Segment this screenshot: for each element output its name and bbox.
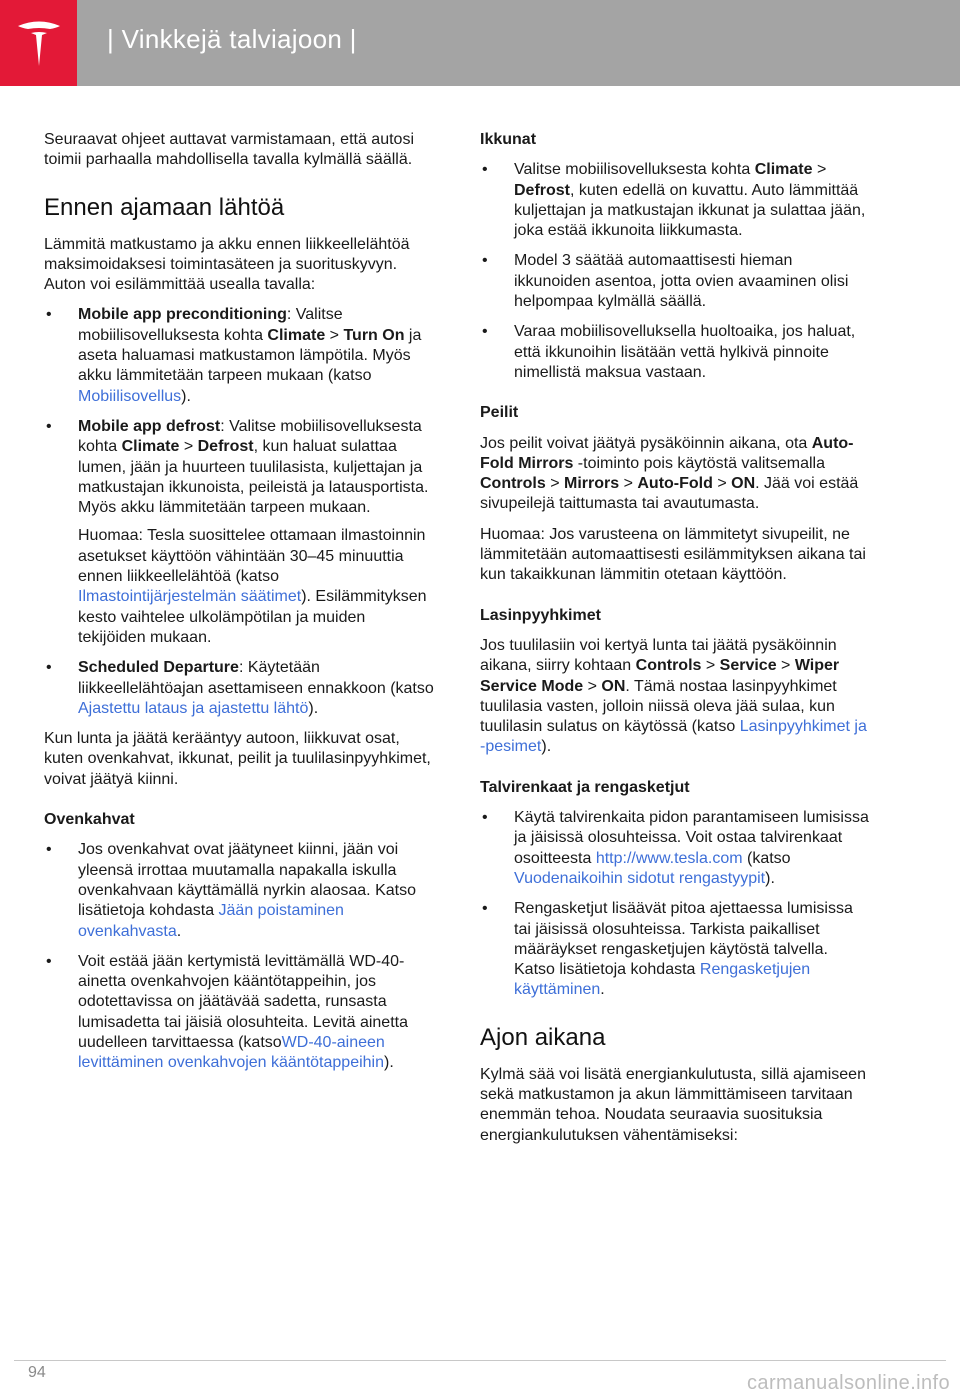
list-item: • Käytä talvirenkaita pidon parantamiseen lumisissa ja jäisissä olosuhteissa. Voit ostaa talvirenkaat osoitteesta http://www.tesla.com (katso Vuodenaikoihin sidotut rengastyypit). xyxy=(480,808,872,889)
tires-list xyxy=(480,808,872,1001)
link-scheduled-charging[interactable]: Ajastettu lataus ja ajastettu lähtö xyxy=(78,699,309,717)
link-mobile-app[interactable]: Mobiilisovellus xyxy=(78,387,182,405)
watermark: carmanualsonline.info xyxy=(747,1372,950,1394)
mirrors-paragraph: Jos peilit voivat jäätyä pysäköinnin aikana, ota Auto-Fold Mirrors -toiminto pois käytöstä valitsemalla Controls > Mirrors > Auto-Fold > ON. Jää voi estää sivupeilejä taittumasta tai avautumasta. xyxy=(480,434,859,513)
link-wd40[interactable]: WD-40-aineen levittäminen ovenkahvojen kääntötappeihin xyxy=(78,1033,385,1072)
page-header xyxy=(0,0,960,86)
link-tesla-website[interactable]: http://www.tesla.com xyxy=(595,849,743,867)
heading-door-handles: Ovenkahvat xyxy=(44,811,135,829)
page-number: 94 xyxy=(28,1364,46,1381)
list-item: • Mobile app preconditioning: Valitse mobiilisovelluksesta kohta Climate > Turn On ja aseta haluamasi matkustamon lämpötila. Myös akku lämmitetään tarpeen mukaan (katso Mobiilisovellus). xyxy=(44,305,436,406)
intro-paragraph: Seuraavat ohjeet auttavat varmistamaan, että autosi toimii parhaalla mahdollisella tavalla kylmällä säällä. xyxy=(44,131,414,169)
driving-paragraph: Kylmä sää voi lisätä energiankulutusta, sillä ajamiseen sekä matkustamon ja akun lämmittämiseen tarvitaan enemmän tehoa. Noudata seuraavia suosituksia energiankulutuksen vähentämiseksi: xyxy=(480,1065,866,1144)
mirrors-note: Huomaa: Jos varusteena on lämmitetyt sivupeilit, ne lämmitetään automaattisesti esilämmityksen aikana tai kun takaikkunan lämmitin otetaan käyttöön. xyxy=(480,525,866,584)
before-paragraph: Lämmitä matkustamo ja akku ennen liikkeellelähtöä maksimoidaksesi toimintasäteen ja suorituskyvyn. Auton voi esilämmittää usealla tavalla: xyxy=(44,235,410,294)
heading-windows: Ikkunat xyxy=(480,131,537,148)
link-tire-chains[interactable]: Rengasketjujen käyttäminen xyxy=(514,961,811,999)
list-item: • Varaa mobiilisovelluksella huoltoaika, jos haluat, että ikkunoihin lisätään vettä hylkivä pinnoite nimellistä maksua vastaan. xyxy=(480,322,872,383)
list-item: • Valitse mobiilisovelluksesta kohta Climate > Defrost, kuten edellä on kuvattu. Auto lämmittää kuljettajan ja matkustajan ikkunat ja sulattaa jään, joka estää ikkunoita liikkumasta. xyxy=(480,160,872,241)
list-item: • Model 3 säätää automaattisesti hieman ikkunoiden asentoa, jotta ovien avaaminen olisi helpompaa kylmällä säällä. xyxy=(480,251,872,312)
link-wipers[interactable]: Lasinpyyhkimet ja -pesimet xyxy=(480,718,867,756)
list-item: • Voit estää jään kertymistä levittämällä WD-40-ainetta ovenkahvojen kääntötappeihin, jos odotettavissa on jäätävää sadetta, runsasta lumisadetta tai jäisiä olosuhteita. Levitä ainetta uudelleen tarvittaessa (katsoWD-40-aineen levittäminen ovenkahvojen kääntötappeihin). xyxy=(44,952,436,1074)
footer-divider xyxy=(14,1360,946,1361)
note: Huomaa: Tesla suosittelee ottamaan ilmastoinnin asetukset käyttöön vähintään 30–45 minuuttia ennen liikkeellelähtöä (katso Ilmastointijärjestelmän säätimet). Esilämmityksen kesto vaihtelee ulkolämpötilan ja muiden tekijöiden mukaan. xyxy=(78,527,427,646)
heading-mirrors: Peilit xyxy=(480,404,519,422)
door-handles-list xyxy=(44,840,436,1073)
windows-list xyxy=(480,160,872,383)
preconditioning-list xyxy=(44,305,436,719)
link-seasonal-tires[interactable]: Vuodenaikoihin sidotut rengastyypit xyxy=(514,869,766,887)
page-title: | Vinkkejä talviajoon | xyxy=(107,24,357,54)
link-climate-controls[interactable]: Ilmastointijärjestelmän säätimet xyxy=(78,588,302,606)
left-column xyxy=(44,130,436,1084)
list-item: • Rengasketjut lisäävät pitoa ajettaessa lumisissa tai jäisissä olosuhteissa. Tarkista paikalliset määräykset rengasketjujen käytöstä talvella. Katso lisätietoja kohdasta Rengasketjujen käyttäminen. xyxy=(480,899,872,1000)
heading-while-driving: Ajon aikana xyxy=(480,1023,606,1051)
snow-paragraph: Kun lunta ja jäätä kerääntyy autoon, liikkuvat osat, kuten ovenkahvat, ikkunat, peilit ja tuulilasinpyyhkimet, voivat jäätyä kiinni. xyxy=(44,730,431,788)
list-item: • Mobile app defrost: Valitse mobiilisovelluksesta kohta Climate > Defrost, kun haluat sulattaa lumen, jään ja huurteen tuulilasista, kuljettajan ja matkustajan ikkunoista, peileistä ja latausportista. Myös akku lämmitetään tarpeen mukaan. Huomaa: Tesla suosittelee ottamaan ilmastoinnin asetukset käyttöön vähintään 30–45 minuuttia ennen liikkeellelähtöä (katso Ilmastointijärjestelmän säätimet). Esilämmityksen kesto vaihtelee ulkolämpötilan ja muiden tekijöiden mukaan. xyxy=(44,417,436,648)
tesla-logo-icon xyxy=(16,19,62,67)
wipers-paragraph: Jos tuulilasiin voi kertyä lunta tai jäätä pysäköinnin aikana, siirry kohtaan Controls > Service > Wiper Service Mode > ON. Tämä nostaa lasinpyyhkimet tuulilasia vasten, jolloin niissä oleva jää sulaa, kun tuulilasin sulatus on käytössä (katso Lasinpyyhkimet ja -pesimet). xyxy=(480,636,867,756)
heading-winter-tires: Talvirenkaat ja rengasketjut xyxy=(480,778,690,796)
brand-logo xyxy=(0,0,77,86)
list-item: • Jos ovenkahvat ovat jäätyneet kiinni, jään voi yleensä irrottaa muutamalla napakalla iskulla ovenkahvaan käyttämällä nyrkin alaosaa. Katso lisätietoja kohdasta Jään poistaminen ovenkahvasta. xyxy=(44,840,436,941)
link-ice-removal[interactable]: Jään poistaminen ovenkahvasta xyxy=(78,902,344,940)
heading-before-driving: Ennen ajamaan lähtöä xyxy=(44,193,285,221)
heading-wipers: Lasinpyyhkimet xyxy=(480,606,601,624)
right-column xyxy=(480,130,872,1156)
list-item: • Scheduled Departure: Käytetään liikkeellelähtöajan asettamiseen ennakkoon (katso Ajastettu lataus ja ajastettu lähtö). xyxy=(44,658,436,719)
